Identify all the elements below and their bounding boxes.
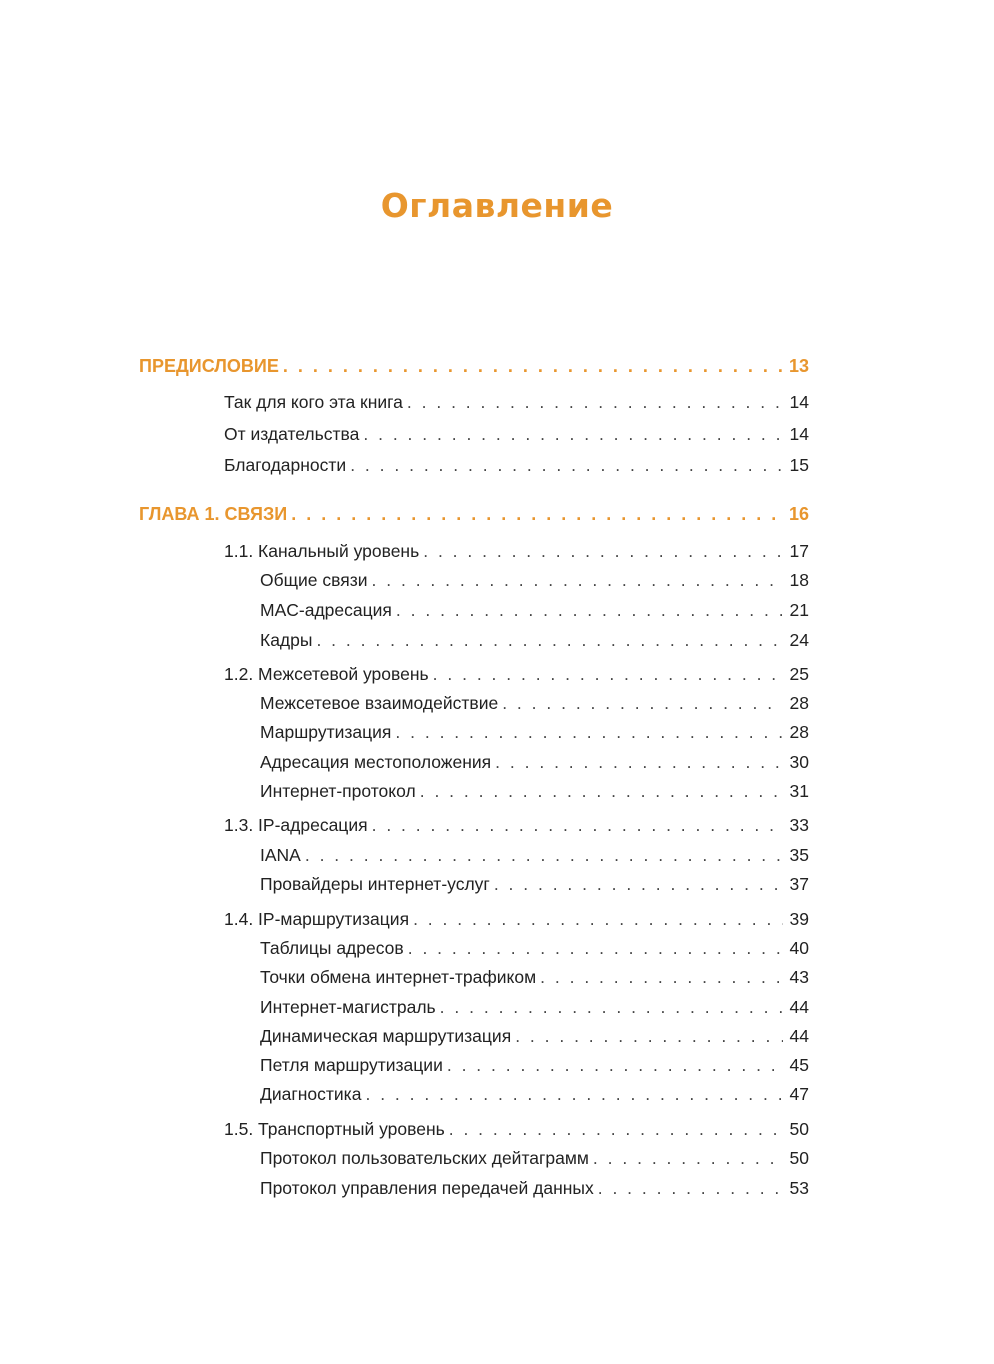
toc-entry-page: 53: [789, 1178, 809, 1198]
toc-entry-page: 44: [789, 997, 809, 1017]
toc-entry[interactable]: [0, 874, 809, 900]
toc-entry-label: ПРЕДИСЛОВИЕ: [139, 356, 279, 376]
toc-entry[interactable]: [0, 1148, 809, 1174]
toc-entry[interactable]: [0, 997, 809, 1023]
page-title: Оглавление: [380, 186, 614, 225]
toc-entry-label: Таблицы адресов: [260, 938, 404, 958]
toc-entry[interactable]: [0, 424, 809, 450]
toc-entry-page: 14: [789, 392, 809, 412]
toc-entry-label: От издательства: [224, 424, 360, 444]
toc-entry[interactable]: [0, 967, 809, 993]
toc-entry-page: 14: [789, 424, 809, 444]
toc-entry-label: Благодарности: [224, 455, 347, 475]
toc-entry-label: 1.2. Межсетевой уровень: [224, 664, 429, 684]
toc-entry-label: Точки обмена интернет-трафиком: [260, 967, 537, 987]
toc-entry-page: 16: [788, 504, 809, 524]
toc-entry-label: Межсетевое взаимодействие: [260, 693, 499, 713]
toc-entry[interactable]: [0, 1026, 809, 1052]
toc-entry-page: 17: [789, 541, 809, 561]
toc-entry-label: 1.1. Канальный уровень: [224, 541, 420, 561]
toc-entry[interactable]: [0, 693, 809, 719]
toc-entry-page: 50: [789, 1148, 809, 1168]
toc-entry[interactable]: [0, 1055, 809, 1081]
toc-entry-page: 28: [789, 693, 809, 713]
toc-entry[interactable]: [0, 664, 809, 690]
toc-entry-label: ГЛАВА 1. СВЯЗИ: [139, 504, 288, 524]
toc-entry-page: 50: [789, 1119, 809, 1139]
toc-entry-label: Провайдеры интернет-услуг: [260, 874, 490, 894]
toc-entry-page: 15: [789, 455, 809, 475]
toc-entry-label: 1.5. Транспортный уровень: [224, 1119, 445, 1139]
toc-entry-page: 18: [789, 570, 809, 590]
toc-entry[interactable]: [0, 1178, 809, 1204]
toc-entry[interactable]: [0, 356, 809, 382]
toc-entry[interactable]: [0, 722, 809, 748]
toc-entry-label: Маршрутизация: [260, 722, 392, 742]
toc-entry-label: 1.3. IP-адресация: [224, 815, 368, 835]
toc-entry-page: 35: [789, 845, 809, 865]
toc-entry-label: Общие связи: [260, 570, 368, 590]
toc-entry-page: 44: [789, 1026, 809, 1046]
toc-entry-page: 47: [789, 1084, 809, 1104]
toc-entry-label: Так для кого эта книга: [224, 392, 403, 412]
toc-entry-page: 25: [789, 664, 809, 684]
toc-entry[interactable]: [0, 909, 809, 935]
toc-entry[interactable]: [0, 815, 809, 841]
toc-entry-label: Адресация местоположения: [260, 752, 492, 772]
toc-entry-label: Динамическая маршрутизация: [260, 1026, 512, 1046]
toc-entry-page: 39: [789, 909, 809, 929]
toc-entry[interactable]: [0, 1119, 809, 1145]
toc-entry-label: IANA: [260, 845, 301, 865]
toc-entry-page: 40: [789, 938, 809, 958]
toc-entry-label: Протокол пользовательских дейтаграмм: [260, 1148, 589, 1168]
toc-entry[interactable]: [0, 752, 809, 778]
toc-entry[interactable]: [0, 600, 809, 626]
toc-entry-label: Кадры: [260, 630, 313, 650]
toc-entry-page: 28: [789, 722, 809, 742]
toc-entry-label: Протокол управления передачей данных: [260, 1178, 594, 1198]
toc-entry-page: 43: [789, 967, 809, 987]
toc-entry[interactable]: [0, 392, 809, 418]
toc-entry[interactable]: [0, 570, 809, 596]
toc-entry-page: 45: [789, 1055, 809, 1075]
toc-entry[interactable]: [0, 455, 809, 481]
toc-entry-page: 30: [789, 752, 809, 772]
toc-entry-label: MAC-адресация: [260, 600, 392, 620]
toc-entry[interactable]: [0, 1084, 809, 1110]
toc-entry[interactable]: [0, 504, 809, 530]
toc-entry-label: Диагностика: [260, 1084, 362, 1104]
toc-entry-page: 13: [788, 356, 809, 376]
toc-entry[interactable]: [0, 938, 809, 964]
toc-entry-page: 24: [789, 630, 809, 650]
toc-entry[interactable]: [0, 845, 809, 871]
toc-entry-page: 21: [789, 600, 809, 620]
toc-entry[interactable]: [0, 541, 809, 567]
toc-entry-label: Интернет-протокол: [260, 781, 416, 801]
toc-entry[interactable]: [0, 630, 809, 656]
toc-entry-label: 1.4. IP-маршрутизация: [224, 909, 410, 929]
toc-entry-page: 37: [789, 874, 809, 894]
toc-entry-page: 33: [789, 815, 809, 835]
toc-entry-page: 31: [789, 781, 809, 801]
toc-entry[interactable]: [0, 781, 809, 807]
toc-entry-label: Интернет-магистраль: [260, 997, 436, 1017]
toc-entry-label: Петля маршрутизации: [260, 1055, 443, 1075]
